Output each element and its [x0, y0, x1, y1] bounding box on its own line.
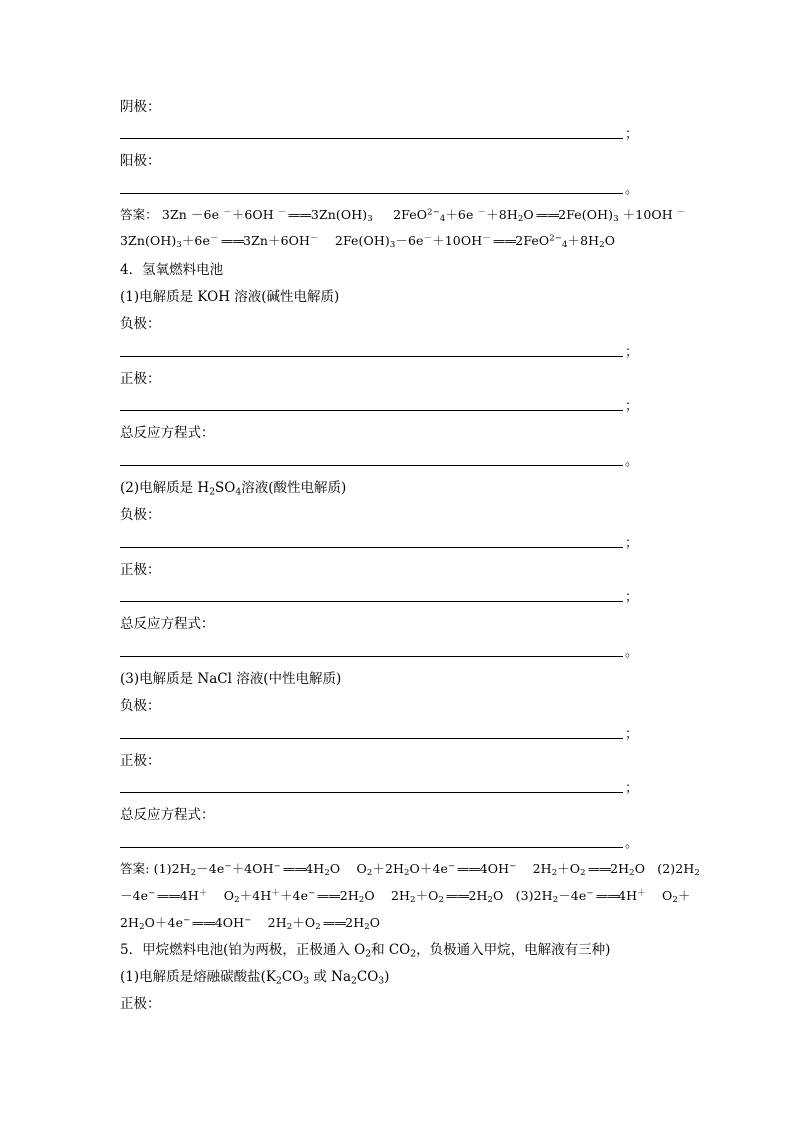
answer-blank[interactable]: [120, 847, 623, 848]
answer-label: 答案:: [120, 861, 150, 876]
section-title: 5．甲烷燃料电池(铂为两极，正极通入 $O_2$和 $CO_2$，负极通入甲烷，电解液有三种): [120, 942, 611, 960]
subsection-title: (1)电解质是熔融碳酸盐($K_2CO_3$ 或 $Na_2CO_3$): [120, 969, 390, 987]
positive-electrode-label: 正极：: [120, 371, 161, 387]
answer-blank[interactable]: [120, 465, 623, 466]
answer-line: 答案： 3Zn －6e －＋6OH $^-==3Zn(OH)_3$ 2FeO$^{2-}_4$＋6e $^-+8H_2O==2Fe(OH)_3 +10OH$ －: [120, 207, 686, 225]
positive-electrode-label: 正极：: [120, 562, 161, 578]
subsection-title: (3)电解质是 NaCl 溶液(中性电解质): [120, 671, 342, 687]
period: 。: [625, 454, 639, 469]
anode-label: 阳极：: [120, 153, 161, 169]
answer-blank[interactable]: [120, 656, 623, 657]
answer-line: 答案: $(1)2H_2-4e^-+4OH^-==4H_2O$ $O_2+2H_2O+4e^-==4OH^-$ $2H_2+O_2==2H_2O$ $(2)2H_2$: [120, 861, 700, 879]
overall-reaction-label: 总反应方程式：: [120, 616, 215, 632]
positive-electrode-label: 正极：: [120, 753, 161, 769]
semicolon: ；: [625, 345, 639, 360]
semicolon: ；: [625, 536, 639, 551]
negative-electrode-label: 负极：: [120, 507, 161, 523]
answer-blank[interactable]: [120, 792, 623, 793]
semicolon: ；: [625, 781, 639, 796]
answer-blank[interactable]: [120, 601, 623, 602]
answer-blank[interactable]: [120, 138, 623, 139]
negative-electrode-label: 负极：: [120, 698, 161, 714]
answer-blank[interactable]: [120, 738, 623, 739]
answer-blank[interactable]: [120, 410, 623, 411]
answer-label: 答案：: [120, 207, 158, 222]
subsection-title: (1)电解质是 KOH 溶液(碱性电解质): [120, 289, 340, 305]
overall-reaction-label: 总反应方程式：: [120, 425, 215, 441]
answer-line: －4e−==4H＋ $O_2+4H^++4e^-==2H_2O$ $2H_2+O_2==2H_2O$ $(3)2H_2-4e^-==4H^+$ $O_2+$: [120, 888, 691, 906]
answer-blank[interactable]: [120, 193, 623, 194]
negative-electrode-label: 负极：: [120, 316, 161, 332]
answer-line: $3Zn(OH)_3+6e^-==3Zn+6OH^-$ $2Fe(OH)_3-6e^-+10OH^-==2FeO^{2-}_4+8H_2O$: [120, 233, 616, 251]
period: 。: [625, 645, 639, 660]
semicolon: ；: [625, 399, 639, 414]
positive-electrode-label: 正极：: [120, 996, 161, 1012]
period: 。: [625, 182, 639, 197]
period: 。: [625, 836, 639, 851]
semicolon: ；: [625, 127, 639, 142]
cathode-label: 阴极：: [120, 99, 161, 115]
semicolon: ；: [625, 727, 639, 742]
subsection-title: (2)电解质是 $H_2SO_4$溶液(酸性电解质): [120, 480, 347, 498]
answer-line: $2H_2O+4e^-==4OH^-$ $2H_2+O_2==2H_2O$: [120, 915, 381, 933]
overall-reaction-label: 总反应方程式：: [120, 807, 215, 823]
section-title: 4．氢氧燃料电池: [120, 262, 224, 278]
answer-blank[interactable]: [120, 356, 623, 357]
semicolon: ；: [625, 590, 639, 605]
answer-blank[interactable]: [120, 547, 623, 548]
